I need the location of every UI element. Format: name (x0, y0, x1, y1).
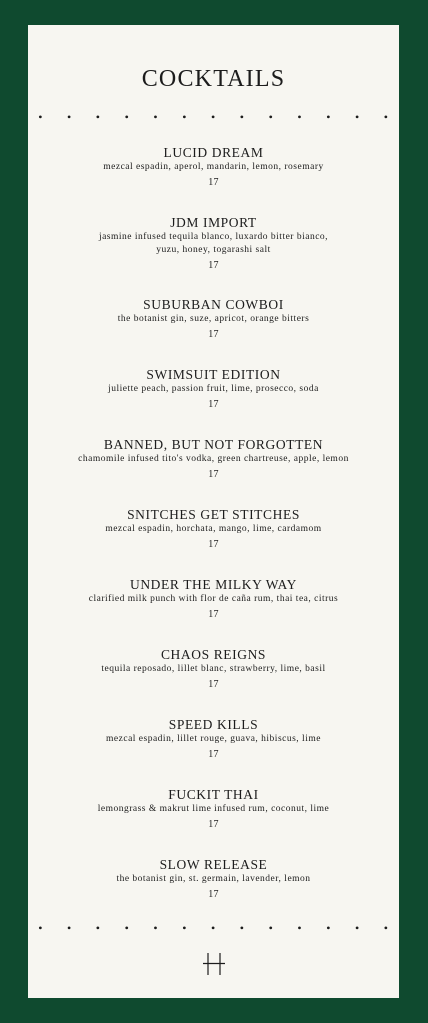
cocktail-name: SPEED KILLS (168, 717, 259, 732)
cocktail-price: 17 (208, 260, 219, 271)
cocktail-price: 17 (208, 469, 219, 480)
cocktail-item (28, 296, 399, 366)
cocktail-description: mezcal espadin, horchata, mango, lime, cardamom (105, 524, 322, 534)
cocktail-price: 17 (208, 399, 219, 410)
cocktail-name: JDM IMPORT (170, 215, 257, 230)
cocktail-item (28, 436, 399, 506)
cocktail-name: CHAOS REIGNS (160, 647, 267, 662)
cocktail-price: 17 (208, 679, 219, 690)
cocktail-description: tequila reposado, lillet blanc, strawberry, lime, basil (101, 664, 326, 674)
cocktail-price: 17 (208, 177, 219, 188)
cocktail-name: SNITCHES GET STITCHES (127, 507, 300, 522)
cocktail-price: 17 (208, 889, 219, 900)
monogram-h-icon (203, 950, 225, 978)
cocktail-item (28, 856, 399, 926)
menu-title: COCKTAILS (141, 66, 286, 92)
cocktail-item (28, 506, 399, 576)
cocktail-description: mezcal espadin, aperol, mandarin, lemon, rosemary (103, 162, 324, 172)
cocktail-price: 17 (208, 819, 219, 830)
cocktail-price: 17 (208, 749, 219, 760)
cocktail-item (28, 144, 399, 214)
cocktail-price: 17 (208, 539, 219, 550)
cocktail-description: the botanist gin, st. germain, lavender, lemon (116, 874, 311, 884)
cocktail-name: SUBURBAN COWBOI (143, 297, 284, 312)
cocktail-name: FUCKIT THAI (168, 787, 259, 802)
cocktail-description: chamomile infused tito's vodka, green chartreuse, apple, lemon (78, 454, 349, 464)
cocktail-description: juliette peach, passion fruit, lime, prosecco, soda (108, 384, 319, 394)
cocktail-item (28, 576, 399, 646)
cocktail-description: clarified milk punch with flor de caña rum, thai tea, citrus (88, 594, 339, 604)
cocktail-name: LUCID DREAM (163, 145, 264, 160)
cocktail-description: jasmine infused tequila blanco, luxardo bitter bianco, yuzu, honey, togarashi salt (98, 232, 329, 255)
cocktail-list (28, 144, 399, 926)
cocktail-price: 17 (208, 609, 219, 620)
menu-card (28, 25, 399, 998)
cocktail-description: lemongrass & makrut lime infused rum, coconut, lime (97, 804, 330, 814)
bottom-separator: • • • • • • • • • • • • • (38, 921, 399, 935)
cocktail-description: the botanist gin, suze, apricot, orange bitters (117, 314, 310, 324)
cocktail-name: BANNED, BUT NOT FORGOTTEN (103, 437, 324, 452)
cocktail-item (28, 366, 399, 436)
cocktail-item (28, 646, 399, 716)
cocktail-item (28, 786, 399, 856)
cocktail-name: SWIMSUIT EDITION (146, 367, 281, 382)
cocktail-item (28, 214, 399, 296)
cocktail-name: SLOW RELEASE (159, 857, 268, 872)
cocktail-item (28, 716, 399, 786)
top-separator: • • • • • • • • • • • • • (38, 110, 399, 124)
cocktail-price: 17 (208, 329, 219, 340)
cocktail-name: UNDER THE MILKY WAY (129, 577, 298, 592)
cocktail-description: mezcal espadin, lillet rouge, guava, hibiscus, lime (106, 734, 321, 744)
